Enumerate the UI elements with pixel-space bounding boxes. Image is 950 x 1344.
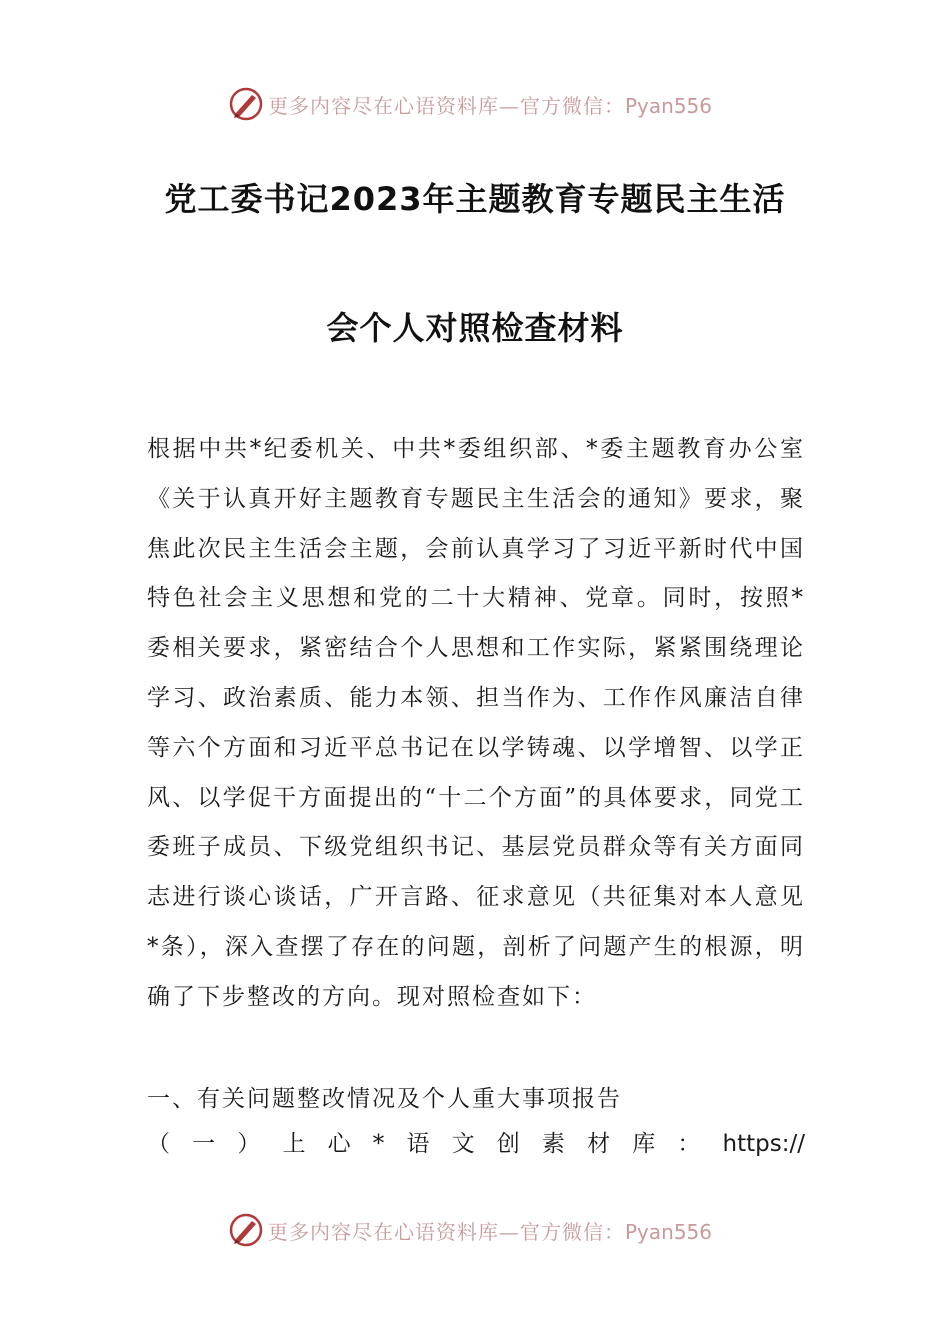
subsection-heading-1-text: （ 一 ） 上 心 * 语 文 创 素 材 库 ： https:// xyxy=(147,1131,805,1157)
watermark-banner-top xyxy=(228,84,712,124)
watermark-text: 更多内容尽在心语资料库—官方微信：Pyan556 xyxy=(268,93,713,118)
section-heading-1: 一、有关问题整改情况及个人重大事项报告 xyxy=(147,1086,622,1112)
watermark-text: 更多内容尽在心语资料库—官方微信：Pyan556 xyxy=(268,1219,713,1244)
pen-circle-logo-icon xyxy=(228,1212,264,1248)
document-title-line2: 会个人对照检查材料 xyxy=(326,309,624,347)
document-title-line1: 党工委书记2023年主题教育专题民主生活 xyxy=(164,180,786,218)
watermark-banner-bottom xyxy=(228,1210,712,1250)
pen-circle-logo-icon xyxy=(228,86,264,122)
intro-paragraph: 根据中共*纪委机关、中共*委组织部、*委主题教育办公室《关于认真开好主题教育专题民主生活会的通知》要求，聚焦此次民主生活会主题，会前认真学习了习近平新时代中国特色社会主义思想和党的二十大精神、党章。同时，按照*委相关要求，紧密结合个人思想和工作实际，紧紧围绕理论学习、政治素质、能力本领、担当作为、工作作风廉洁自律等六个方面和习近平总书记在以学铸魂、以学增智、以学正风、以学促干方面提出的“十二个方面”的具体要求，同党工委班子成员、下级党组织书记、基层党员群众等有关方面同志进行谈心谈话，广开言路、征求意见（共征集对本人意见*条），深入查摆了存在的问题，剖析了问题产生的根源，明确了下步整改的方向。现对照检查如下： xyxy=(147,436,805,1010)
subsection-heading-1 xyxy=(147,1120,805,1170)
